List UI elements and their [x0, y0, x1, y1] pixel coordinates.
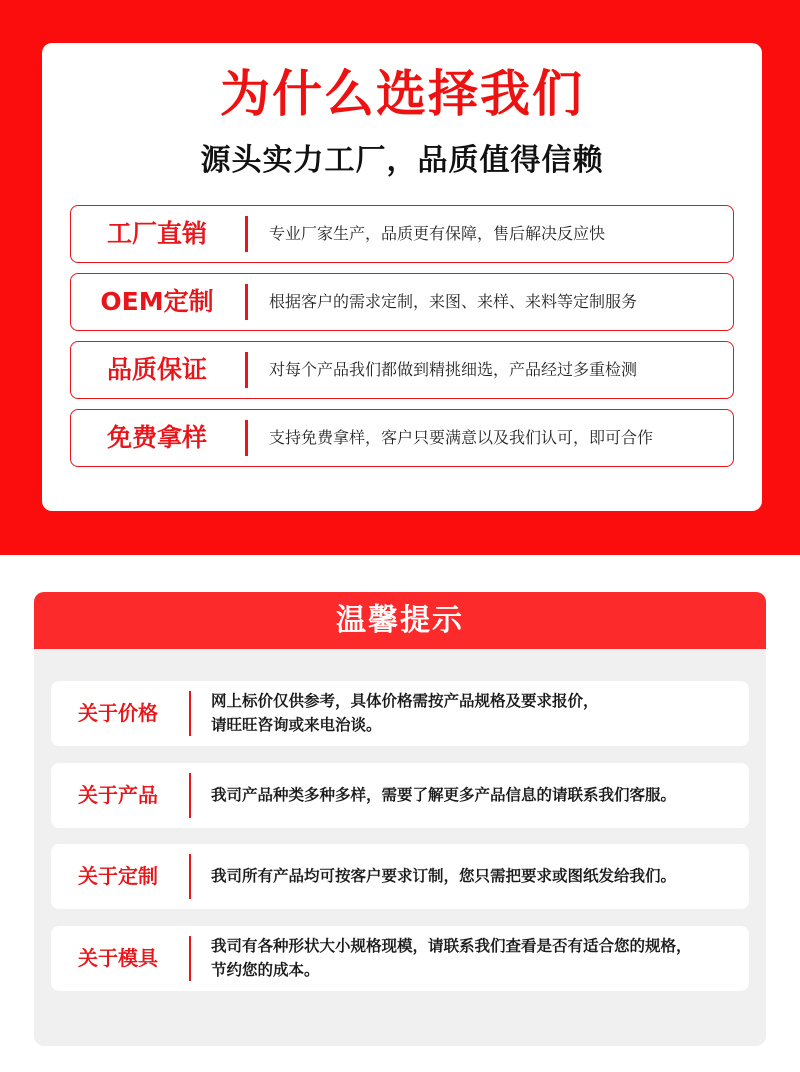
why-choose-us-card — [42, 43, 762, 511]
feature-title: 工厂直销 — [106, 219, 207, 248]
tip-desc-line: 请旺旺咨询或来电治谈。 — [211, 716, 382, 734]
tip-divider — [189, 773, 191, 818]
feature-divider — [245, 216, 248, 252]
feature-desc: 支持免费拿样，客户只要满意以及我们认可，即可合作 — [269, 428, 654, 447]
feature-divider — [245, 284, 248, 320]
tip-desc: 我司所有产品均可按客户要求订制，您只需把要求或图纸发给我们。 — [211, 867, 677, 885]
tip-divider — [189, 936, 191, 981]
tip-divider — [189, 691, 191, 736]
tip-desc — [211, 934, 743, 982]
feature-row-factory-direct — [70, 205, 734, 263]
why-title: 为什么选择我们 — [220, 65, 584, 123]
tips-header: 温馨提示 — [34, 592, 766, 649]
tip-title: 关于模具 — [78, 946, 158, 970]
tip-desc-line: 我司有各种形状大小规格现模，请联系我们查看是否有适合您的规格， — [211, 937, 692, 955]
tip-desc-line: 网上标价仅供参考，具体价格需按产品规格及要求报价， — [211, 692, 599, 710]
tip-title: 关于定制 — [78, 864, 158, 888]
tip-card-product — [51, 763, 749, 828]
feature-row-free-sample — [70, 409, 734, 467]
feature-desc: 专业厂家生产，品质更有保障，售后解决反应快 — [269, 224, 606, 243]
feature-divider — [245, 420, 248, 456]
tip-card-price — [51, 681, 749, 746]
feature-divider — [245, 352, 248, 388]
tips-panel — [34, 592, 766, 1046]
feature-desc: 根据客户的需求定制，来图、来样、来料等定制服务 — [269, 292, 638, 311]
tip-divider — [189, 854, 191, 899]
feature-row-quality — [70, 341, 734, 399]
why-subtitle: 源头实力工厂，品质值得信赖 — [200, 143, 604, 178]
feature-title: 品质保证 — [106, 355, 207, 384]
tip-title: 关于价格 — [78, 701, 158, 725]
tip-desc: 我司产品种类多种多样，需要了解更多产品信息的请联系我们客服。 — [211, 786, 677, 804]
tip-card-custom — [51, 844, 749, 909]
feature-row-oem — [70, 273, 734, 331]
feature-title: 免费拿样 — [106, 423, 207, 452]
tip-desc-line: 节约您的成本。 — [211, 961, 320, 979]
feature-title: OEM定制 — [100, 287, 214, 316]
feature-desc: 对每个产品我们都做到精挑细选，产品经过多重检测 — [269, 360, 638, 379]
tip-card-mold — [51, 926, 749, 991]
tip-title: 关于产品 — [78, 783, 158, 807]
tip-desc — [211, 689, 743, 737]
